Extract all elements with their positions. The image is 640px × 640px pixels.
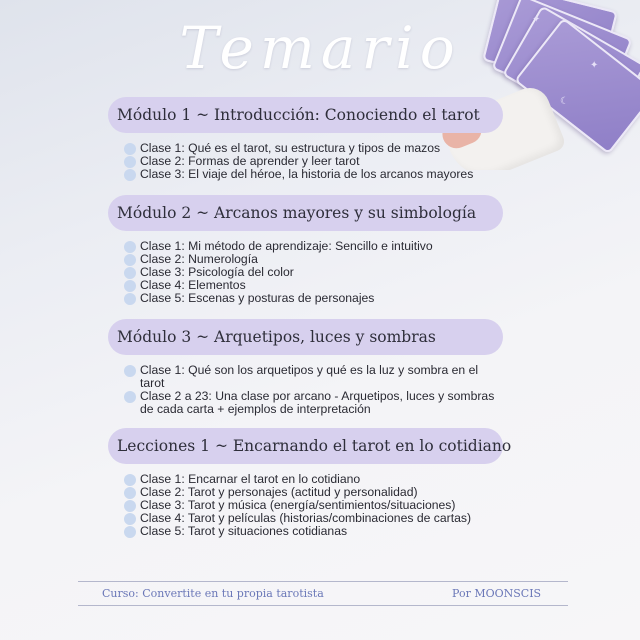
page-title: Temario: [179, 14, 461, 82]
footer-divider-bottom: [78, 605, 568, 606]
lesson-item: Clase 4: Elementos: [124, 279, 503, 292]
circle-bullet-icon: [124, 513, 136, 525]
lesson-list: [108, 364, 503, 416]
lesson-item: Clase 4: Tarot y películas (historias/combinaciones de cartas): [124, 512, 503, 525]
circle-bullet-icon: [124, 391, 136, 403]
circle-bullet-icon: [124, 500, 136, 512]
module-2: [108, 195, 503, 305]
module-heading: Módulo 1 ~ Introducción: Conociendo el tarot: [108, 97, 503, 133]
lesson-list: [108, 142, 503, 181]
circle-bullet-icon: [124, 280, 136, 292]
circle-bullet-icon: [124, 267, 136, 279]
module-1: [108, 97, 503, 181]
lesson-item: Clase 1: Mi método de aprendizaje: Sencillo e intuitivo: [124, 240, 503, 253]
circle-bullet-icon: [124, 474, 136, 486]
circle-bullet-icon: [124, 169, 136, 181]
lesson-item: Clase 2: Tarot y personajes (actitud y personalidad): [124, 486, 503, 499]
module-3: [108, 319, 503, 416]
lesson-item: Clase 3: Tarot y música (energía/sentimientos/situaciones): [124, 499, 503, 512]
module-heading: Lecciones 1 ~ Encarnando el tarot en lo cotidiano: [108, 428, 503, 464]
lesson-item: Clase 5: Tarot y situaciones cotidianas: [124, 525, 503, 538]
lesson-list: [108, 473, 503, 538]
lesson-item: Clase 1: Encarnar el tarot en lo cotidiano: [124, 473, 503, 486]
module-heading: Módulo 3 ~ Arquetipos, luces y sombras: [108, 319, 503, 355]
star-icon: ✦: [590, 60, 599, 71]
lesson-item: Clase 3: Psicología del color: [124, 266, 503, 279]
circle-bullet-icon: [124, 143, 136, 155]
footer-author: Por MOONSCIS: [452, 587, 542, 600]
lesson-item: Clase 1: Qué es el tarot, su estructura y tipos de mazos: [124, 142, 503, 155]
module-4: [108, 428, 512, 538]
footer-course-name: Curso: Convertite en tu propia tarotista: [102, 587, 324, 600]
circle-bullet-icon: [124, 487, 136, 499]
module-heading: Módulo 2 ~ Arcanos mayores y su simbología: [108, 195, 503, 231]
star-icon: ✦: [532, 14, 541, 25]
lesson-item: Clase 3: El viaje del héroe, la historia de los arcanos mayores: [124, 168, 503, 181]
moon-icon: ☾: [560, 96, 569, 107]
circle-bullet-icon: [124, 365, 136, 377]
lesson-item: Clase 5: Escenas y posturas de personajes: [124, 292, 503, 305]
circle-bullet-icon: [124, 254, 136, 266]
footer-divider-top: [78, 581, 568, 582]
circle-bullet-icon: [124, 526, 136, 538]
lesson-item: Clase 2: Numerología: [124, 253, 503, 266]
circle-bullet-icon: [124, 293, 136, 305]
lesson-item: Clase 2: Formas de aprender y leer tarot: [124, 155, 503, 168]
lesson-item: Clase 1: Qué son los arquetipos y qué es la luz y sombra en el tarot: [124, 364, 503, 390]
lesson-list: [108, 240, 503, 305]
circle-bullet-icon: [124, 156, 136, 168]
circle-bullet-icon: [124, 241, 136, 253]
lesson-item: Clase 2 a 23: Una clase por arcano - Arquetipos, luces y sombras de cada carta + ejemplos de interpretación: [124, 390, 503, 416]
